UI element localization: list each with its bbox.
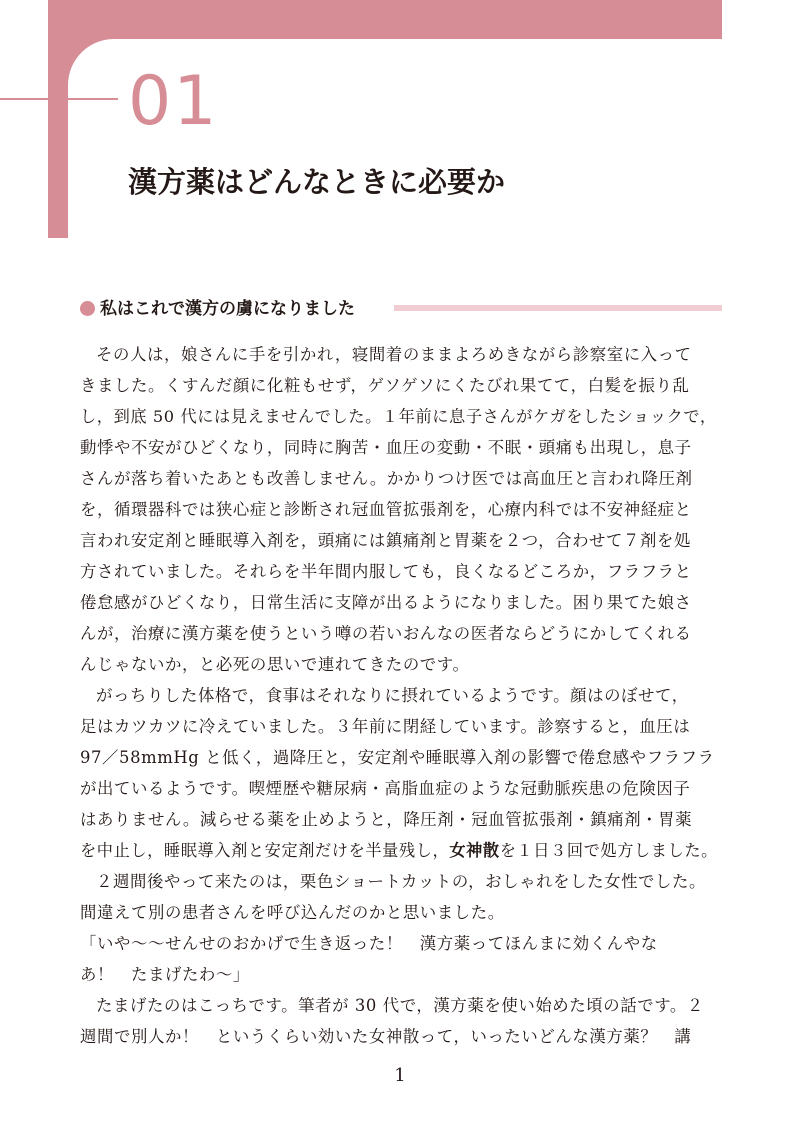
text-line: その人は，娘さんに手を引かれ，寝間着のままよろめきながら診察室に入って [96, 345, 692, 364]
chapter-rule [0, 98, 118, 100]
text-line: が出ているようです。喫煙歴や糖尿病・高脂血症のような冠動脈疾患の危険因子 [80, 779, 691, 798]
text-line: 間違えて別の患者さんを呼び込んだのかと思いました。 [80, 903, 505, 922]
text-line: 97／58mmHg と低く，過降圧と，安定剤や睡眠導入剤の影響で倦怠感やフラフラ [80, 748, 715, 767]
text-line: 倦怠感がひどくなり，日常生活に支障が出るようになりました。困り果てた娘さ [80, 593, 692, 612]
text-line: はありません。減らせる薬を止めようと，降圧剤・冠血管拡張剤・鎮痛剤・胃薬 [80, 810, 693, 829]
text-line [80, 835, 720, 866]
text-line: を，循環器科では狭心症と診断され冠血管拡張剤を，心療内科では不安神経症と [80, 500, 692, 519]
chapter-title: 漢方薬はどんなときに必要か [128, 165, 506, 199]
header-band-left [48, 0, 68, 238]
page-number: 1 [394, 1065, 406, 1086]
text-line: 方されていました。それらを半年間内服しても，良くなるどころか，フラフラと [80, 562, 692, 581]
header-band-corner [68, 39, 118, 89]
section-rule [394, 305, 722, 311]
text-line: 足はカツカツに冷えていました。３年前に閉経しています。診察すると，血圧は [80, 717, 691, 736]
text-line: んじゃないか，と必死の思いで連れてきたのです。 [80, 655, 470, 674]
section-heading [80, 296, 722, 322]
text-line: たまげたのはこっちです。筆者が 30 代で，漢方薬を使い始めた頃の話です。２ [96, 996, 704, 1015]
text-line: ２週間後やって来たのは，栗色ショートカットの，おしゃれをした女性でした。 [96, 872, 707, 891]
text-line: さんが落ち着いたあとも改善しません。かかりつけ医では高血圧と言われ降圧剤 [80, 469, 693, 488]
text-line: んが，治療に漢方薬を使うという噂の若いおんなの医者ならどうにかしてくれる [80, 624, 692, 643]
text-line: あ！ たまげたわ〜」 [80, 965, 250, 984]
text-span: を中止し，睡眠導入剤と安定剤だけを半量残し， [80, 841, 450, 860]
text-line: 動悸や不安がひどくなり，同時に胸苦・血圧の変動・不眠・頭痛も出現し，息子 [80, 438, 692, 457]
chapter-number: 01 [128, 62, 219, 141]
text-line: 「いや〜〜せんせのおかげで生き返った！ 漢方薬ってほんまに効くんやな [80, 934, 658, 953]
header-band-top [48, 0, 722, 39]
text-span: を１日３回で処方しました。 [499, 841, 718, 860]
drug-name: 女神散 [449, 841, 500, 860]
text-line: がっちりした体格で，食事はそれなりに摂れているようです。顔はのぼせて， [96, 686, 689, 705]
text-line: 週間で別人か！ というくらい効いた女神散って，いったいどんな漢方薬？ 講 [80, 1027, 692, 1046]
bullet-dot-icon [80, 301, 95, 316]
text-line: 言われ安定剤と睡眠導入剤を，頭痛には鎮痛剤と胃薬を２つ，合わせて７剤を処 [80, 531, 692, 550]
section-title: 私はこれで漢方の虜になりました [100, 299, 355, 319]
text-line: し，到底 50 代には見えませんでした。１年前に息子さんがケガをしたショックで， [80, 407, 717, 426]
text-line: きました。くすんだ顔に化粧もせず，ゲソゲソにくたびれ果てて，白髪を振り乱 [80, 376, 690, 395]
